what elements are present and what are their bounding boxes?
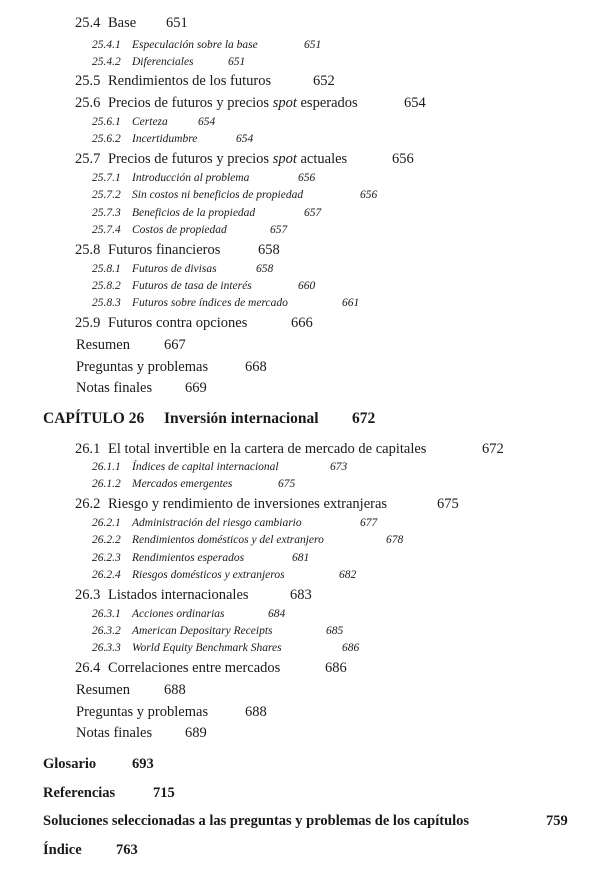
page-number: 660 bbox=[298, 280, 316, 292]
chapter-number: CAPÍTULO 26 bbox=[43, 410, 145, 427]
page-number: 656 bbox=[360, 189, 378, 201]
section-number: 25.4 bbox=[75, 15, 101, 31]
page-number: 654 bbox=[404, 95, 426, 111]
subsection-title: Futuros de tasa de interés bbox=[132, 280, 252, 292]
page-number: 677 bbox=[360, 517, 378, 529]
page-number: 656 bbox=[392, 151, 414, 167]
page-number: 688 bbox=[245, 704, 267, 720]
page-number: 661 bbox=[342, 297, 360, 309]
chapter-title: Inversión internacional bbox=[164, 410, 319, 427]
entry-label: Soluciones seleccionadas a las preguntas y problemas de los capítulos bbox=[43, 813, 470, 829]
section-number: 25.5 bbox=[75, 73, 101, 89]
page-number: 651 bbox=[304, 39, 322, 51]
page-number: 684 bbox=[268, 608, 286, 620]
entry-label: Resumen bbox=[76, 337, 130, 353]
page-number: 682 bbox=[339, 569, 357, 581]
subsection-number: 25.7.4 bbox=[92, 224, 121, 236]
subsection-title: Sin costos ni beneficios de propiedad bbox=[132, 189, 304, 201]
page-number: 654 bbox=[198, 116, 216, 128]
page-number: 654 bbox=[236, 133, 254, 145]
section-title: Precios de futuros y precios spot actuales bbox=[108, 151, 348, 167]
entry-label: Glosario bbox=[43, 756, 97, 772]
section-number: 26.3 bbox=[75, 587, 101, 603]
subsection-number: 25.8.1 bbox=[92, 263, 121, 275]
page-number: 688 bbox=[164, 682, 186, 698]
entry-label: Resumen bbox=[76, 682, 130, 698]
section-title: Futuros financieros bbox=[108, 242, 221, 258]
subsection-title: Incertidumbre bbox=[132, 133, 198, 145]
subsection-number: 26.3.3 bbox=[92, 642, 121, 654]
section-number: 26.2 bbox=[75, 496, 101, 512]
section-number: 26.4 bbox=[75, 660, 101, 676]
subsection-number: 26.2.3 bbox=[92, 552, 121, 564]
page-number: 681 bbox=[292, 552, 310, 564]
entry-label: Preguntas y problemas bbox=[76, 359, 209, 375]
page-number: 686 bbox=[325, 660, 347, 676]
page-number: 673 bbox=[330, 461, 348, 473]
subsection-number: 25.8.3 bbox=[92, 297, 121, 309]
page-number: 668 bbox=[245, 359, 267, 375]
section-title: Rendimientos de los futuros bbox=[108, 73, 272, 89]
subsection-title: Índices de capital internacional bbox=[132, 461, 279, 473]
subsection-title: American Depositary Receipts bbox=[132, 625, 273, 637]
page-number: 657 bbox=[270, 224, 288, 236]
subsection-number: 25.7.1 bbox=[92, 172, 121, 184]
subsection-number: 26.2.4 bbox=[92, 569, 121, 581]
subsection-number: 26.3.2 bbox=[92, 625, 121, 637]
subsection-number: 26.3.1 bbox=[92, 608, 121, 620]
subsection-number: 26.1.2 bbox=[92, 478, 121, 490]
section-number: 26.1 bbox=[75, 441, 101, 457]
subsection-title: Riesgos domésticos y extranjeros bbox=[132, 569, 285, 581]
page-number: 669 bbox=[185, 380, 207, 396]
section-number: 25.6 bbox=[75, 95, 101, 111]
subsection-number: 25.7.2 bbox=[92, 189, 121, 201]
page-number: 667 bbox=[164, 337, 186, 353]
subsection-title: Especulación sobre la base bbox=[132, 39, 258, 51]
subsection-number: 26.1.1 bbox=[92, 461, 121, 473]
section-title: Listados internacionales bbox=[108, 587, 249, 603]
page-number: 693 bbox=[132, 756, 154, 772]
subsection-title: Acciones ordinarias bbox=[132, 608, 225, 620]
subsection-number: 26.2.1 bbox=[92, 517, 121, 529]
subsection-title: Administración del riesgo cambiario bbox=[132, 517, 302, 529]
subsection-number: 26.2.2 bbox=[92, 534, 121, 546]
subsection-title: Rendimientos esperados bbox=[132, 552, 245, 564]
section-title: El total invertible en la cartera de mercado de capitales bbox=[108, 441, 427, 457]
section-title: Riesgo y rendimiento de inversiones extranjeras bbox=[108, 496, 388, 512]
subsection-title: Certeza bbox=[132, 116, 168, 128]
page-number: 672 bbox=[352, 410, 376, 427]
page-number: 675 bbox=[278, 478, 296, 490]
subsection-title: Beneficios de la propiedad bbox=[132, 207, 256, 219]
page-number: 672 bbox=[482, 441, 504, 457]
section-title: Futuros contra opciones bbox=[108, 315, 248, 331]
page-number: 651 bbox=[166, 15, 188, 31]
subsection-title: Costos de propiedad bbox=[132, 224, 227, 236]
page-number: 759 bbox=[546, 813, 568, 829]
page-number: 675 bbox=[437, 496, 459, 512]
page-number: 678 bbox=[386, 534, 404, 546]
entry-label: Notas finales bbox=[76, 380, 153, 396]
page-number: 715 bbox=[153, 785, 175, 801]
section-number: 25.8 bbox=[75, 242, 101, 258]
subsection-title: Futuros sobre índices de mercado bbox=[132, 297, 288, 309]
subsection-title: Rendimientos domésticos y del extranjero bbox=[132, 534, 324, 546]
page-number: 683 bbox=[290, 587, 312, 603]
section-number: 25.7 bbox=[75, 151, 101, 167]
page-number: 686 bbox=[342, 642, 360, 654]
subsection-title: Mercados emergentes bbox=[132, 478, 233, 490]
page-number: 651 bbox=[228, 56, 246, 68]
section-title: Base bbox=[108, 15, 137, 31]
subsection-title: Diferenciales bbox=[132, 56, 194, 68]
page-number: 763 bbox=[116, 842, 138, 858]
page-number: 658 bbox=[258, 242, 280, 258]
section-title: Precios de futuros y precios spot esperados bbox=[108, 95, 358, 111]
page-number: 666 bbox=[291, 315, 313, 331]
page-number: 652 bbox=[313, 73, 335, 89]
page-number: 657 bbox=[304, 207, 322, 219]
entry-label: Índice bbox=[43, 842, 82, 858]
entry-label: Referencias bbox=[43, 785, 116, 801]
subsection-number: 25.4.1 bbox=[92, 39, 121, 51]
subsection-title: World Equity Benchmark Shares bbox=[132, 642, 282, 654]
section-title: Correlaciones entre mercados bbox=[108, 660, 281, 676]
subsection-title: Introducción al problema bbox=[132, 172, 250, 184]
page-number: 656 bbox=[298, 172, 316, 184]
subsection-number: 25.8.2 bbox=[92, 280, 121, 292]
page-number: 685 bbox=[326, 625, 344, 637]
section-number: 25.9 bbox=[75, 315, 101, 331]
subsection-number: 25.6.2 bbox=[92, 133, 121, 145]
subsection-title: Futuros de divisas bbox=[132, 263, 217, 275]
subsection-number: 25.7.3 bbox=[92, 207, 121, 219]
subsection-number: 25.4.2 bbox=[92, 56, 121, 68]
page-number: 689 bbox=[185, 725, 207, 741]
page-number: 658 bbox=[256, 263, 274, 275]
entry-label: Preguntas y problemas bbox=[76, 704, 209, 720]
subsection-number: 25.6.1 bbox=[92, 116, 121, 128]
entry-label: Notas finales bbox=[76, 725, 153, 741]
